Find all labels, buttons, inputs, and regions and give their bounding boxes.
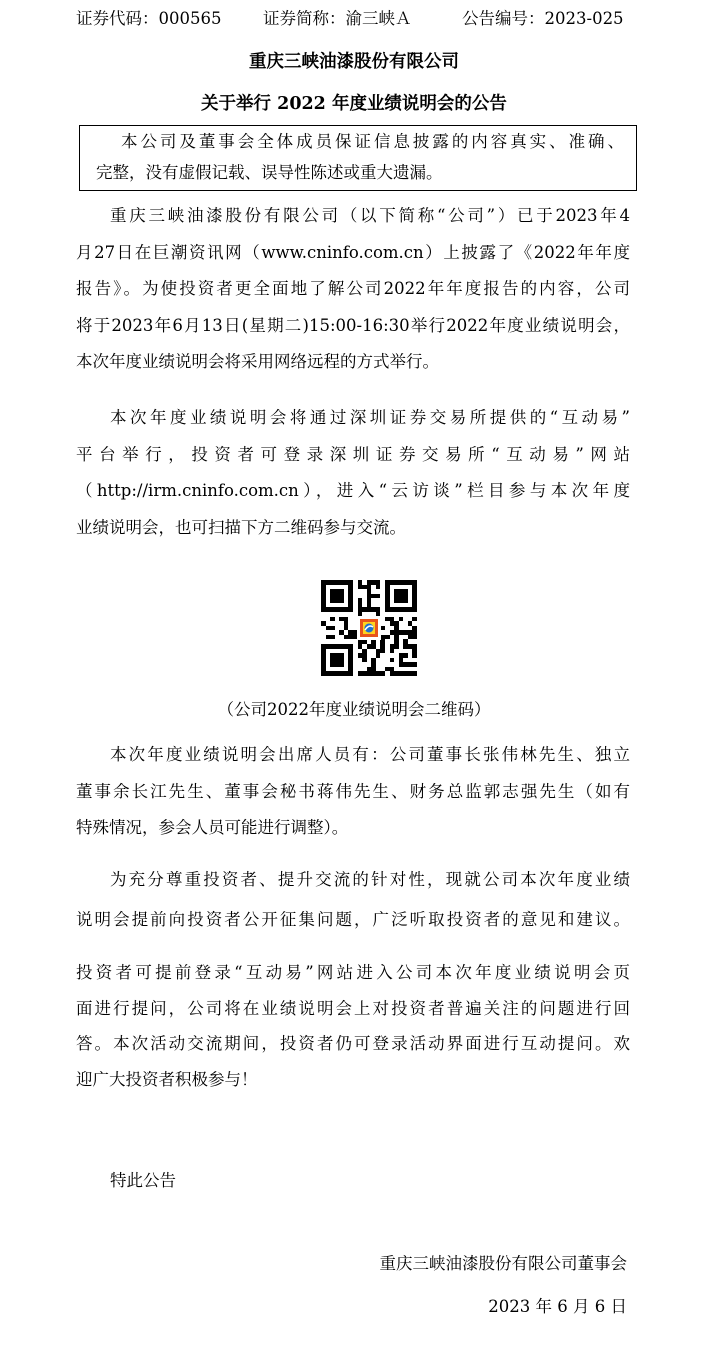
paragraph-line: 月27日在巨潮资讯网（www.cninfo.com.cn）上披露了《2022年年度 [76, 242, 630, 262]
paragraph-line: 投资者可提前登录“互动易”网站进入公司本次年度业绩说明会页 [76, 963, 630, 982]
paragraph-line: 面进行提问，公司将在业绩说明会上对投资者普遍关注的问题进行回 [76, 998, 630, 1018]
company-title: 重庆三峡油漆股份有限公司 [249, 52, 459, 72]
paragraph-line: 业绩说明会，也可扫描下方二维码参与交流。 [76, 517, 406, 537]
paragraph-line: 重庆三峡油漆股份有限公司（以下简称“公司”）已于2023年4 [110, 206, 630, 225]
paragraph-line: 迎广大投资者积极参与！ [76, 1069, 258, 1089]
paragraph-line: 报告》。为使投资者更全面地了解公司2022年年度报告的内容，公司 [76, 279, 630, 298]
stock-abbreviation: 证券简称：渝三峡Ａ [263, 9, 412, 28]
disclaimer-line: 完整，没有虚假记载、误导性陈述或重大遗漏。 [96, 163, 443, 182]
paragraph-line: 说明会提前向投资者公开征集问题，广泛听取投资者的意见和建议。 [76, 910, 630, 929]
paragraph-line: 平台举行，投资者可登录深圳证券交易所“互动易”网站 [76, 444, 630, 464]
paragraph-2 [76, 400, 630, 546]
paragraph-3 [76, 737, 630, 847]
disclaimer-box [79, 125, 637, 191]
paragraph-line: 董事余长江先生、董事会秘书蒋伟先生、财务总监郭志强先生（如有 [76, 781, 630, 801]
qr-logo-icon [357, 616, 381, 640]
announcement-title: 关于举行 2022 年度业绩说明会的公告 [201, 94, 507, 114]
disclaimer-line: 本公司及董事会全体成员保证信息披露的内容真实、准确、 [121, 132, 624, 151]
notice-number: 公告编号：2023-025 [462, 9, 624, 28]
paragraph-line: 本次年度业绩说明会出席人员有：公司董事长张伟林先生、独立 [110, 745, 630, 764]
paragraph-line: （http://irm.cninfo.com.cn），进入“云访谈”栏目参与本次年度 [76, 481, 630, 500]
paragraph-4 [76, 860, 630, 940]
paragraph-line: 特殊情况，参会人员可能进行调整）。 [76, 818, 349, 837]
paragraph-line: 本次年度业绩说明会将采用网络远程的方式举行。 [76, 352, 439, 371]
paragraph-line: 答。本次活动交流期间，投资者仍可登录活动界面进行互动提问。欢 [76, 1034, 630, 1053]
qr-code[interactable] [321, 580, 417, 676]
qr-caption: （公司2022年度业绩说明会二维码） [217, 700, 491, 719]
paragraph-line: 为充分尊重投资者、提升交流的针对性，现就公司本次年度业绩 [110, 870, 630, 889]
signature-board: 重庆三峡油漆股份有限公司董事会 [379, 1254, 627, 1273]
stock-code: 证券代码：000565 [76, 9, 222, 28]
paragraph-1 [76, 198, 630, 381]
paragraph-line: 本次年度业绩说明会将通过深圳证券交易所提供的“互动易” [110, 408, 630, 427]
paragraph-line: 将于2023年6月13日(星期二)15:00-16:30举行2022年度业绩说明会， [76, 315, 630, 335]
paragraph-5 [76, 955, 630, 1097]
closing-remark: 特此公告 [110, 1171, 176, 1190]
signature-date: 2023 年 6 月 6 日 [488, 1297, 627, 1316]
